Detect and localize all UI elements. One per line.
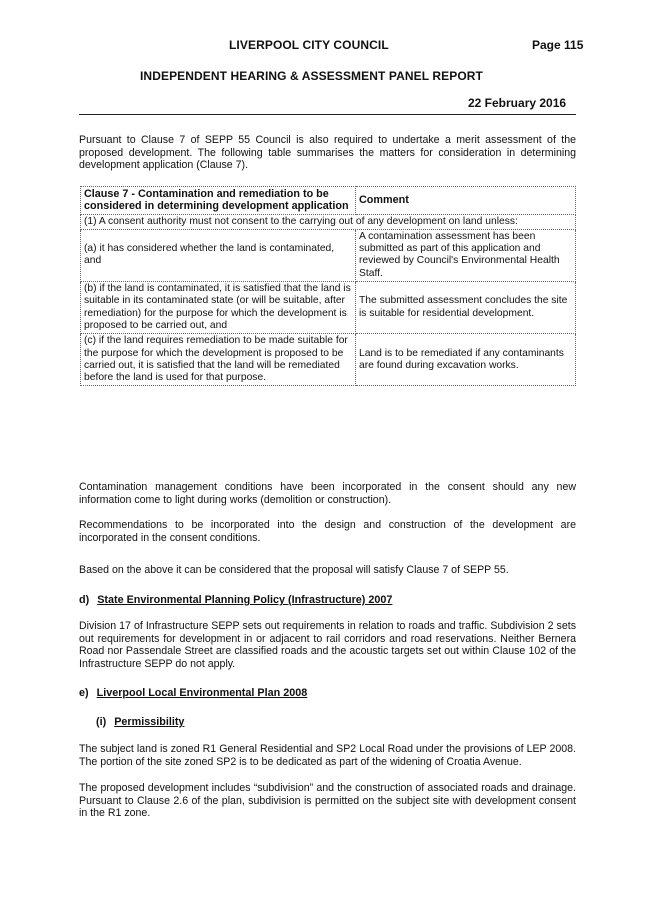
table-cell-comment: A contamination assessment has been submitted as part of this application and reviewed by Council's Environmental Health Staff. — [356, 229, 576, 281]
section-heading-e — [79, 687, 307, 699]
conclusion-paragraph: Based on the above it can be considered that the proposal will satisfy Clause 7 of SEPP 55. — [79, 564, 509, 576]
table-span-row — [81, 214, 576, 229]
table-span-cell: (1) A consent authority must not consent to the carrying out of any development on land unless: — [81, 214, 576, 229]
proposed-development-paragraph: The proposed development includes “subdivision” and the construction of associated roads and drainage. Pursuant to Clause 2.6 of the plan, subdivision is permitted on the subject site with development consent in the R1 zone. — [79, 782, 576, 820]
contamination-paragraph: Contamination management conditions have been incorporated in the consent should any new information come to light during works (demolition or construction). — [79, 481, 576, 506]
page-number: Page 115 — [532, 38, 584, 52]
table-cell-clause: (b) if the land is contaminated, it is satisfied that the land is suitable in its contaminated state (or will be suitable, after remediation) for the purpose for which the development is proposed to be carried out, and — [81, 282, 356, 334]
section-title: Liverpool Local Environmental Plan 2008 — [96, 687, 308, 699]
table-cell-comment: Land is to be remediated if any contaminants are found during excavation works. — [356, 334, 576, 386]
report-date: 22 February 2016 — [468, 96, 567, 110]
table-row — [81, 282, 576, 334]
zoning-paragraph: The subject land is zoned R1 General Residential and SP2 Local Road under the provisions of LEP 2008. The portion of the site zoned SP2 is to be dedicated as part of the widening of Croatia Avenue. — [79, 743, 576, 768]
section-title: State Environmental Planning Policy (Infrastructure) 2007 — [97, 594, 393, 606]
recommendations-paragraph: Recommendations to be incorporated into the design and construction of the development are incorporated in the consent conditions. — [79, 519, 576, 544]
table-cell-clause: (c) if the land requires remediation to be made suitable for the purpose for which the development is proposed to be carried out, it is satisfied that the land will be remediated before the land is used for that purpose. — [81, 334, 356, 386]
table-cell-clause: (a) it has considered whether the land is contaminated, and — [81, 229, 356, 281]
report-title: INDEPENDENT HEARING & ASSESSMENT PANEL REPORT — [140, 69, 483, 83]
clause7-table — [80, 186, 576, 386]
intro-paragraph: Pursuant to Clause 7 of SEPP 55 Council is also required to undertake a merit assessment of the proposed development. The following table summarises the matters for consideration in determining development application (Clause 7). — [79, 134, 576, 172]
subsection-label: (i) — [96, 716, 107, 728]
section-label: e) — [79, 687, 89, 699]
header-rule — [79, 114, 576, 115]
section-label: d) — [79, 594, 90, 606]
table-header-row — [81, 187, 576, 215]
table-cell-comment: The submitted assessment concludes the site is suitable for residential development. — [356, 282, 576, 334]
table-header-clause: Clause 7 - Contamination and remediation to be considered in determining development application — [81, 187, 356, 215]
section-heading-d — [79, 594, 392, 606]
table-row — [81, 229, 576, 281]
subsection-title: Permissibility — [114, 716, 185, 728]
table-header-comment: Comment — [356, 187, 576, 215]
council-name: LIVERPOOL CITY COUNCIL — [229, 38, 389, 52]
table-row — [81, 334, 576, 386]
division-paragraph: Division 17 of Infrastructure SEPP sets out requirements in relation to roads and traffic. Subdivision 2 sets out requirements for development in or adjacent to rail corridors and road reservations. Neither Bernera Road nor Passendale Street are classified roads and the acoustic targets set out within Clause 102 of the Infrastructure SEPP do not apply. — [79, 620, 576, 670]
subsection-heading-permissibility — [96, 716, 184, 728]
